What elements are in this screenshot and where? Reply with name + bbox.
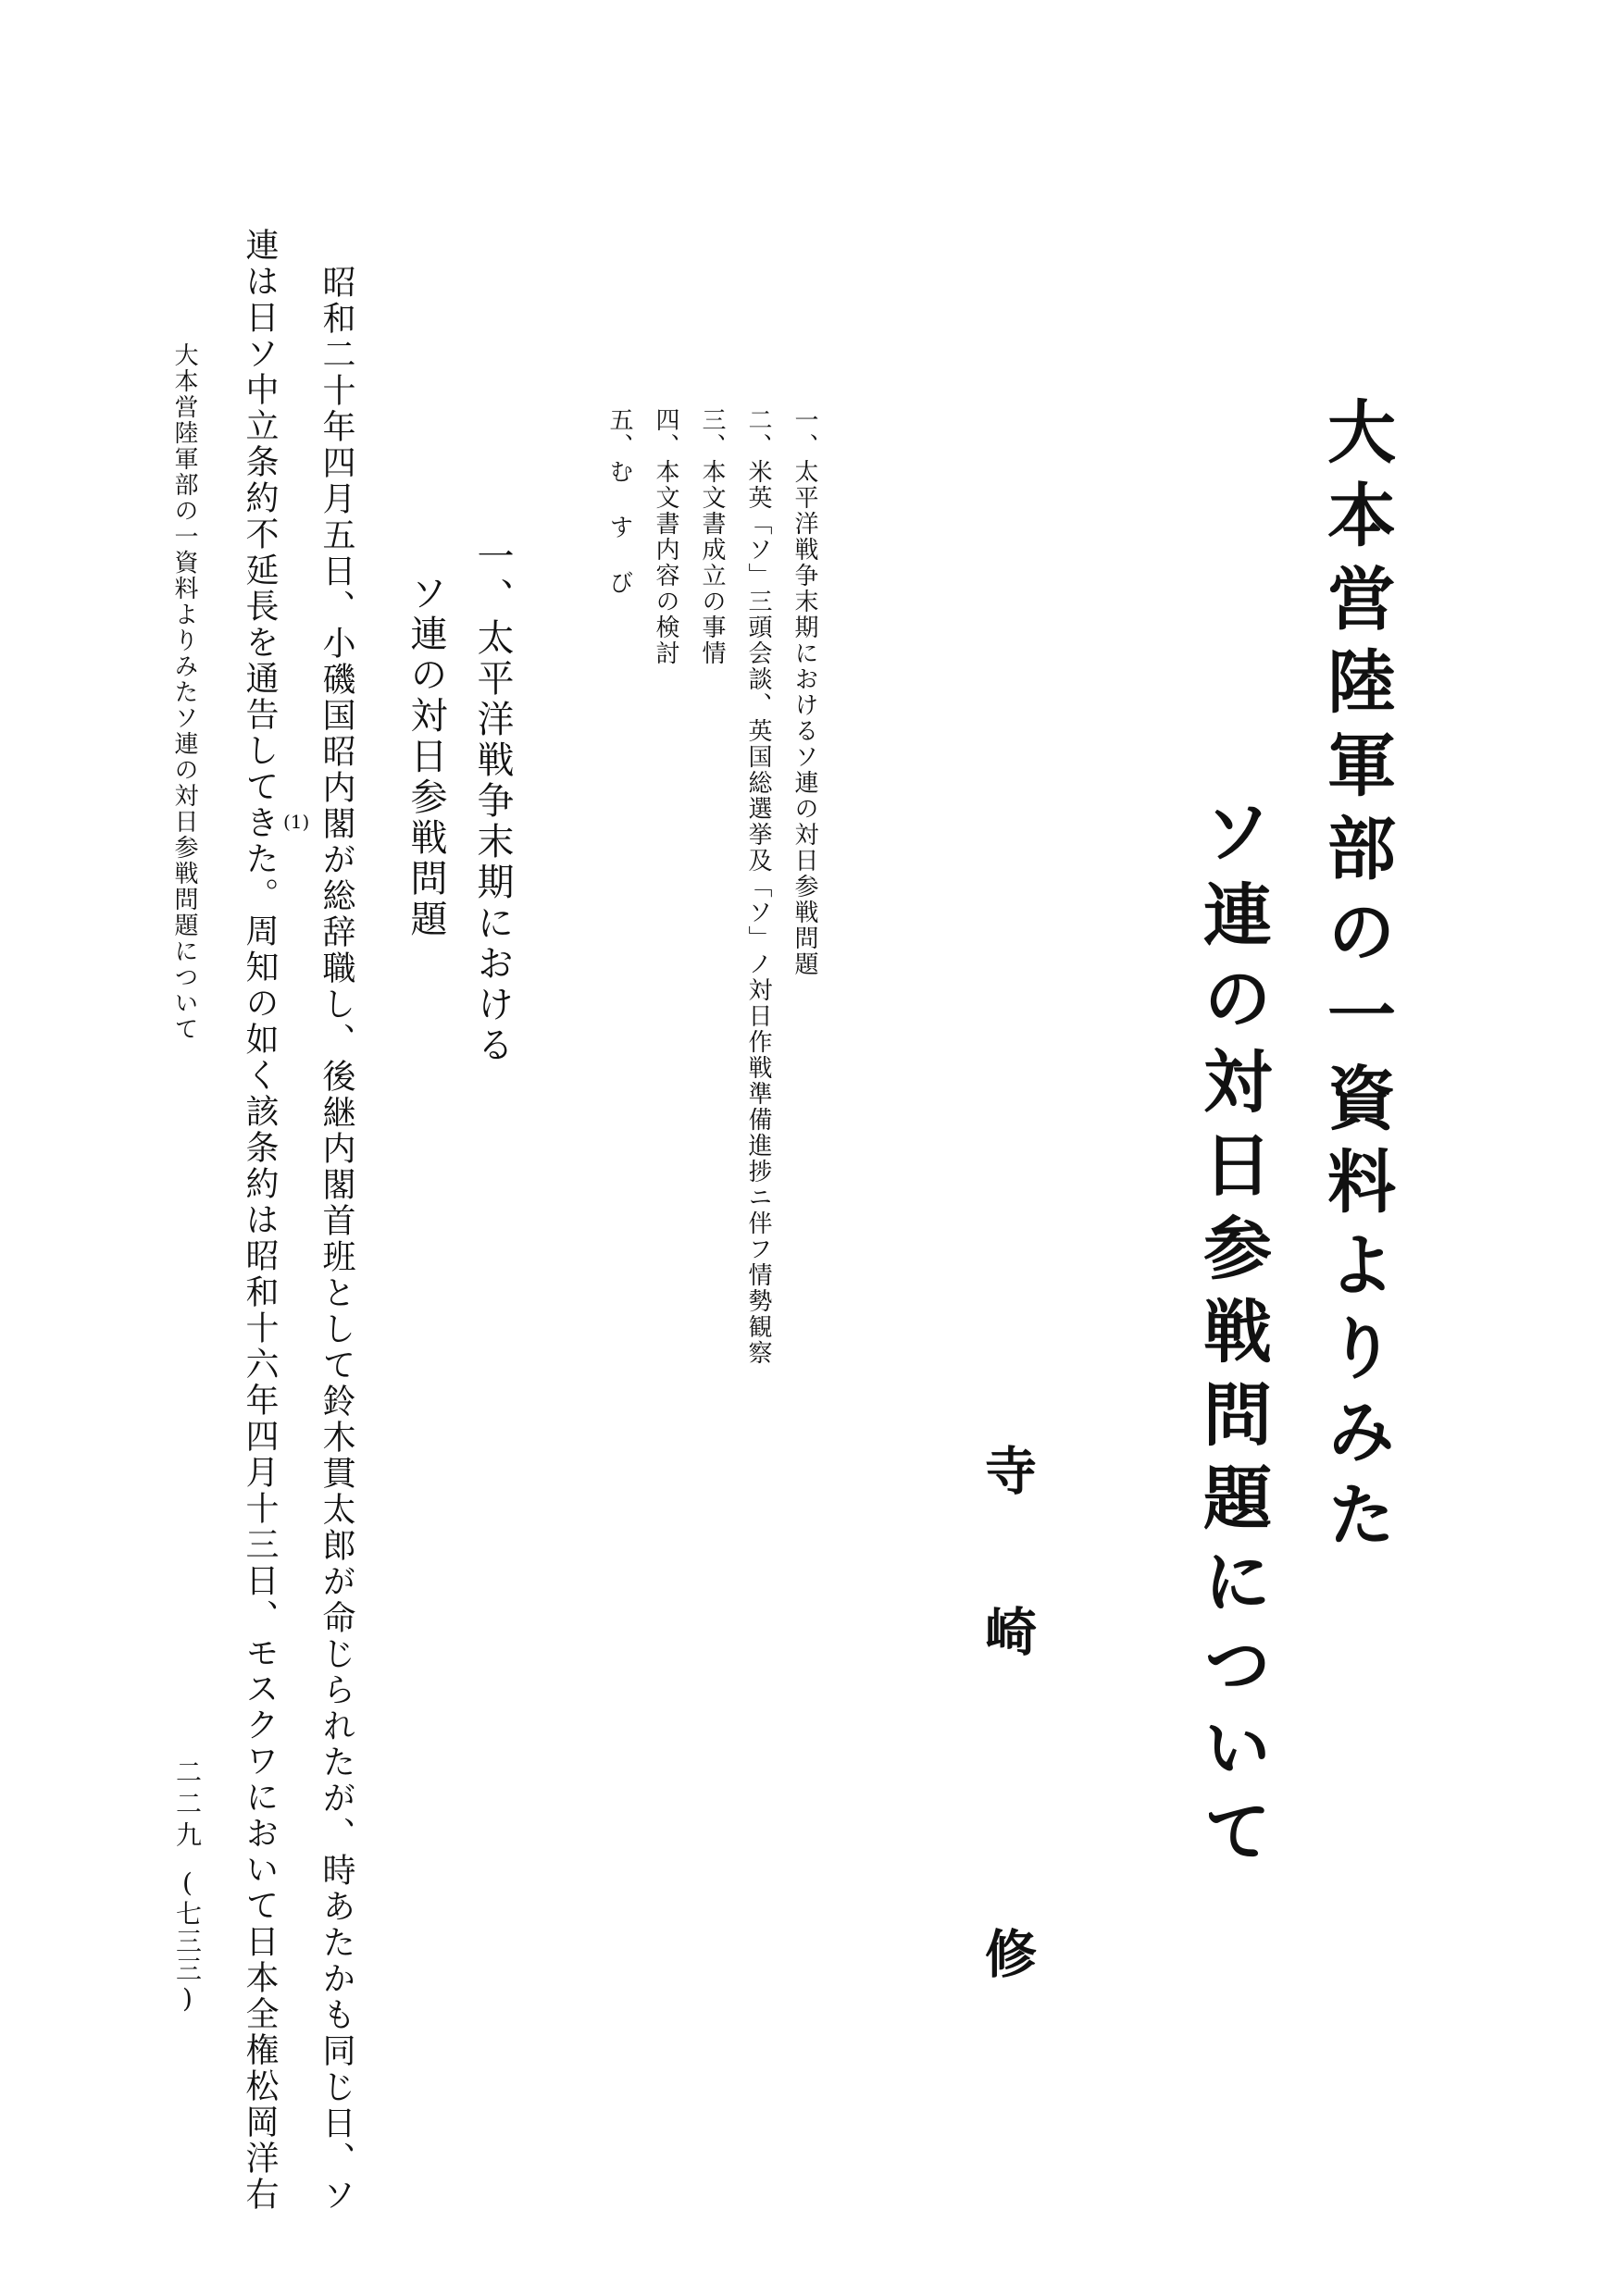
body-line: 昭和二十年四月五日、小磯国昭内閣が総辞職し、後継内閣首班として鈴木貫太郎が命じられたが、時あたかも同じ日、ソ: [318, 265, 355, 2214]
page-number: 二二九: [172, 1758, 203, 1853]
page-number-paren: (七三三): [172, 1868, 203, 2016]
toc-item: 五、む す び: [605, 407, 633, 596]
section-heading: 一、太平洋戦争末期における: [471, 537, 514, 1066]
running-title: 大本営陸軍部の一資料よりみたソ連の対日参戦問題について: [170, 342, 198, 1042]
toc-item: 四、本文書内容の検討: [652, 407, 679, 666]
footnote-marker: (1): [283, 811, 310, 833]
author-name: 寺崎 修: [977, 1444, 1038, 2088]
section-subheading: ソ連の対日参戦問題: [405, 574, 447, 940]
title-main: 大本営陸軍部の一資料よりみた: [1316, 396, 1396, 1562]
toc-item: 一、太平洋戦争末期におけるソ連の対日参戦問題: [791, 407, 818, 977]
body-line: 連は日ソ中立条約不延長を通告してきた。周知の如く該条約は昭和十六年四月十三日、モスクワにおいて日本全権松岡洋右: [241, 228, 279, 2213]
title-sub: ソ連の対日参戦問題について: [1192, 796, 1272, 1879]
toc-item: 二、米英「ソ」三頭会談、英国総選挙及「ソ」ノ対日作戦準備進捗ニ伴フ情勢観察: [744, 407, 772, 1366]
toc-item: 三、本文書成立の事情: [698, 407, 726, 666]
